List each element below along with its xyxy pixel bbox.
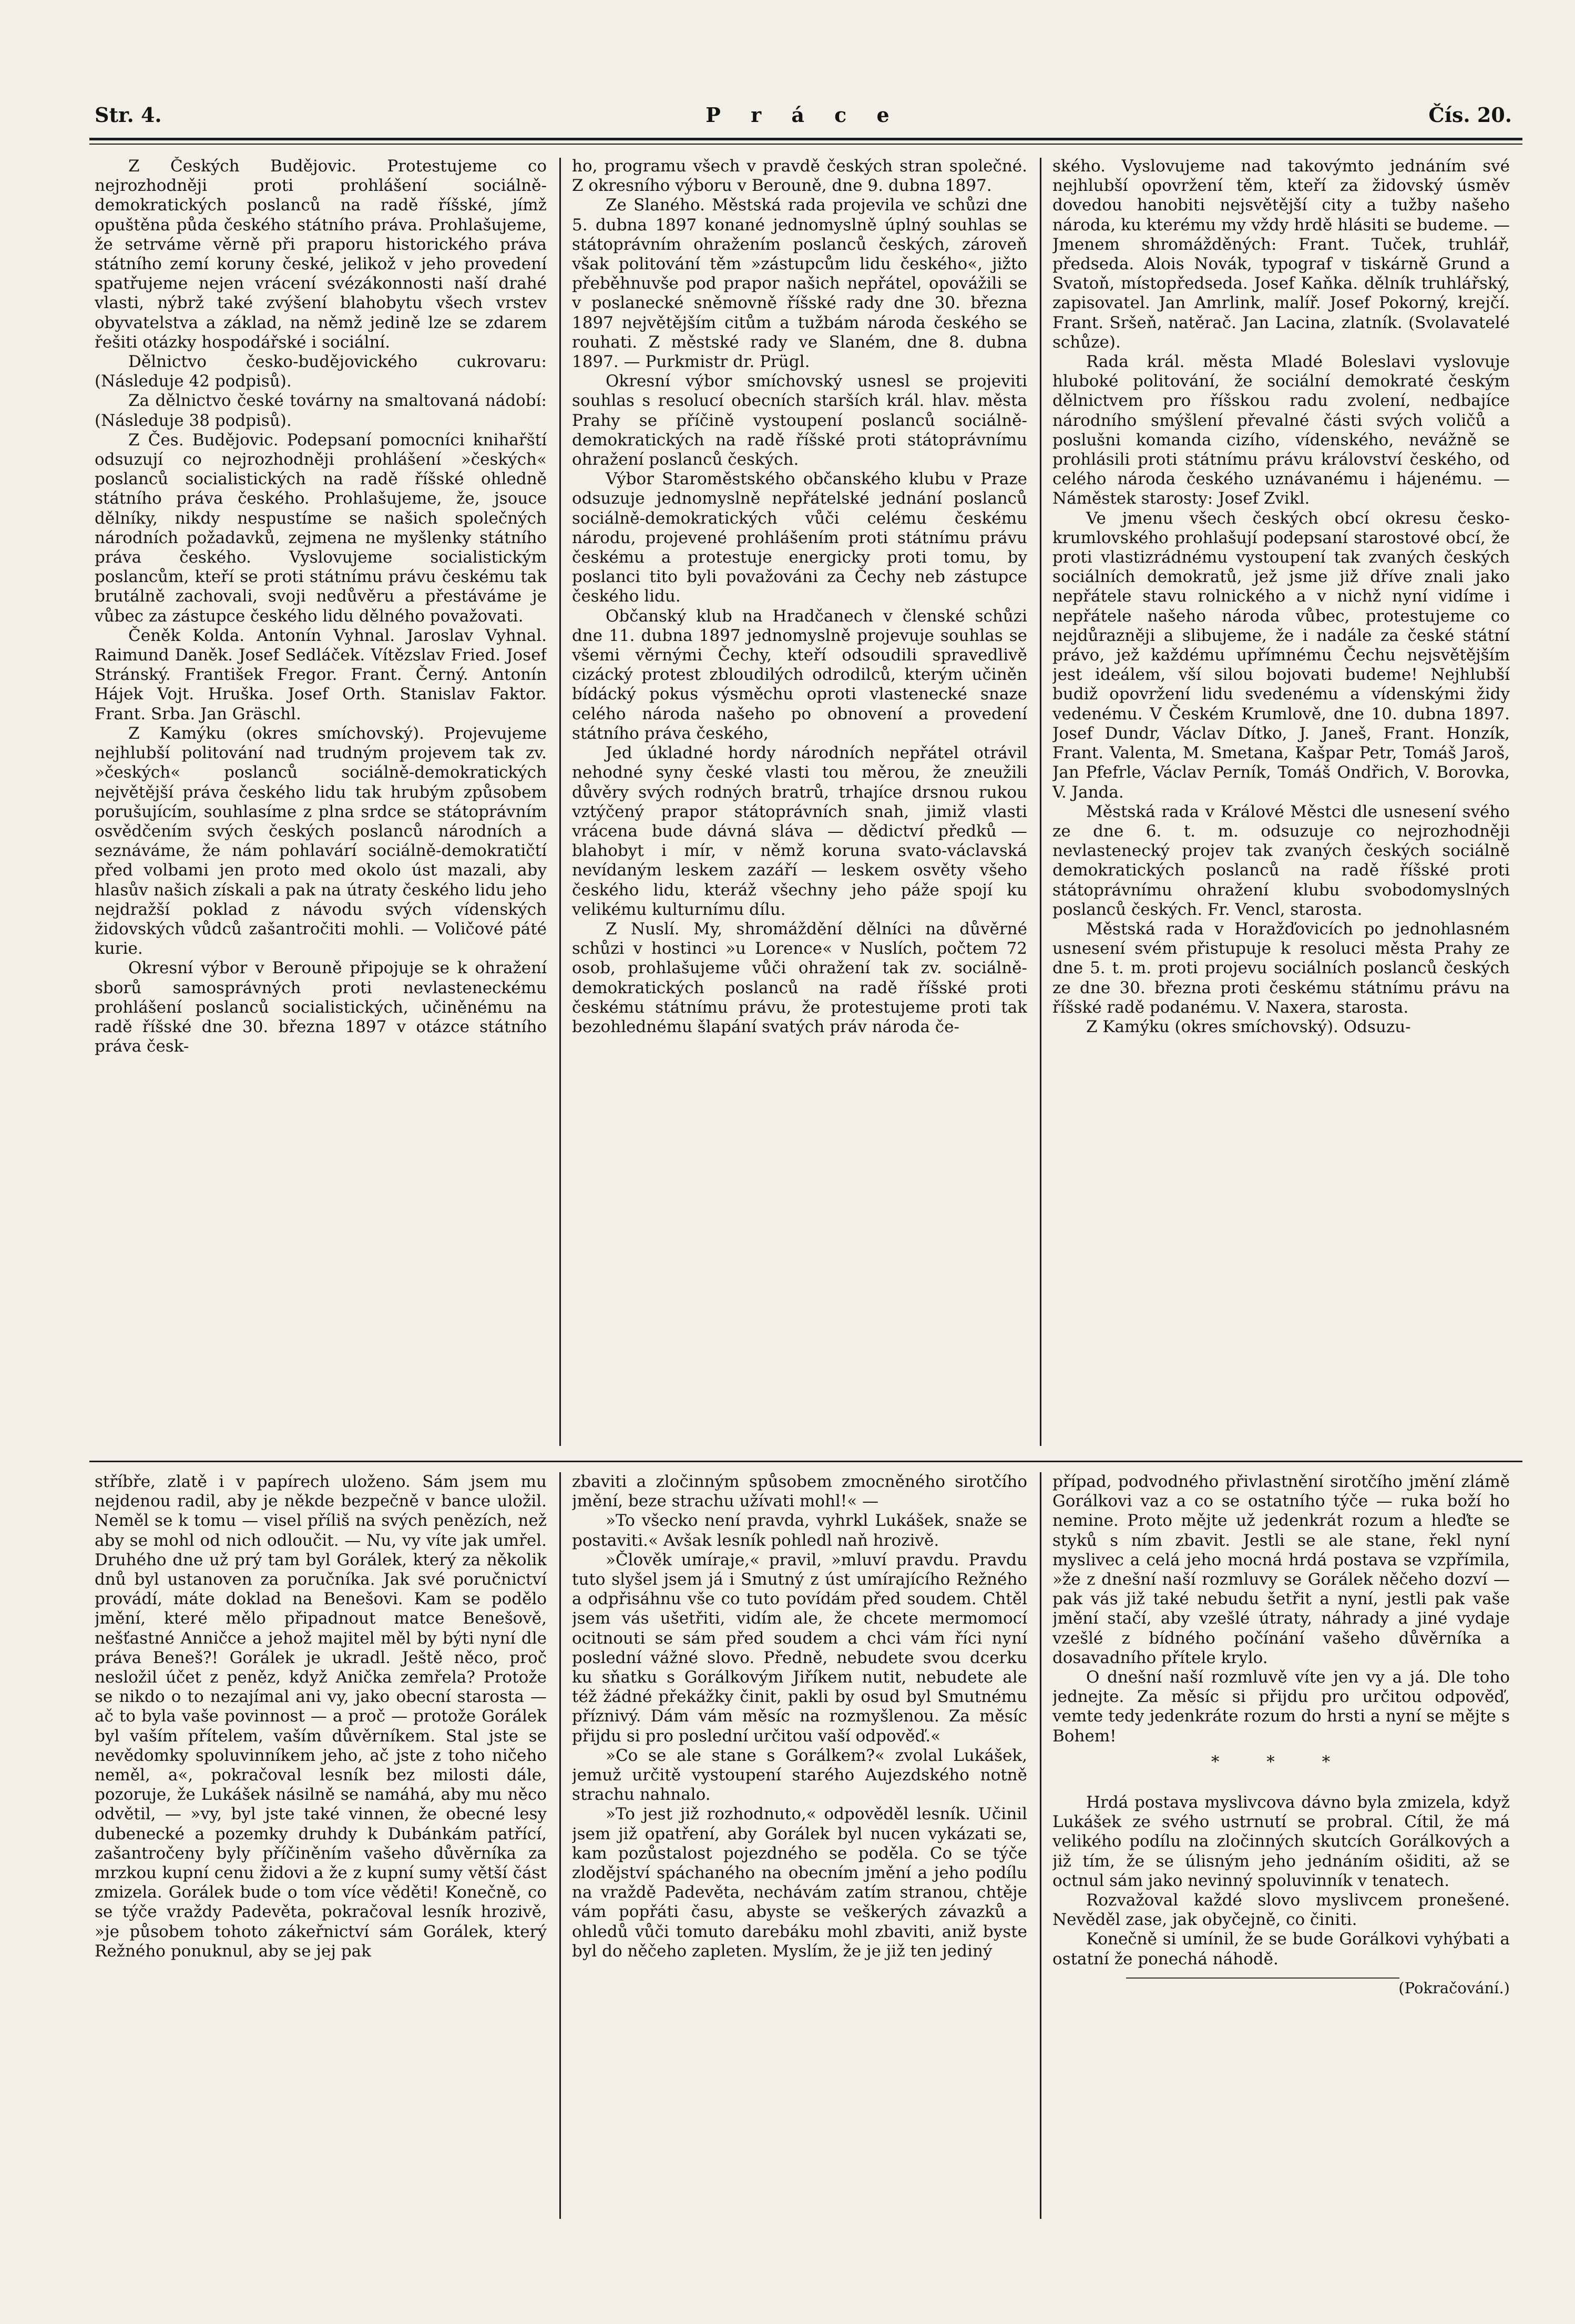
paragraph: Občanský klub na Hradčanech v členské schůzi dne 11. dubna 1897 jednomyslně projevuje souhlas se všemi věrnými Čechy, kteří odsoudili spravedlivě cizácký protest zbloudilých odrodilců, kterým učiněn bídácký pokus výsměchu oproti vlastenecké snaze celého národa našeho po obnovení a provedení státního práva českého, bbox=[572, 606, 1027, 743]
bottom-column-2 bbox=[572, 1472, 1027, 2219]
header-rule-thin bbox=[89, 144, 1522, 145]
top-column-1 bbox=[95, 157, 547, 1450]
paragraph: Konečně si umínil, že se bude Gorálkovi vyhýbati a ostatní že ponechá náhodě. bbox=[1052, 1930, 1510, 1969]
section-separator-stars: * * * bbox=[1211, 1752, 1352, 1771]
signature-list: Čeněk Kolda. Antonín Vyhnal. Jaroslav Vyhnal. Raimund Daněk. Josef Sedláček. Vítězslav Fried. Josef Stránský. František Fregor. Frant. Černý. Antonín Hájek Vojt. Hruška. Josef Orth. Stanislav Faktor. Frant. Srba. Jan Gräschl. bbox=[95, 626, 547, 723]
column-divider bbox=[559, 158, 561, 1446]
newspaper-title: P r á c e bbox=[705, 103, 901, 127]
top-column-3 bbox=[1052, 157, 1510, 1450]
header-rule bbox=[89, 138, 1522, 140]
paragraph: Dělnictvo česko-budějovického cukrovaru: (Následuje 42 podpisů). bbox=[95, 352, 547, 391]
paragraph: zbaviti a zločinným spůsobem zmocněného sirotčího jmění, beze strachu užívati mohl!« — bbox=[572, 1472, 1027, 1511]
paragraph: Okresní výbor v Berouně připojuje se k ohražení sborů samosprávných proti nevlasteneckému prohlášení poslanců socialistických, učiněnému na radě říšské dne 30. března 1897 v otázce státního práva česk- bbox=[95, 959, 547, 1056]
issue-number: Čís. 20. bbox=[1428, 103, 1512, 127]
paragraph: Za dělnictvo české továrny na smaltovaná nádobí: (Následuje 38 podpisů). bbox=[95, 391, 547, 430]
bottom-column-3 bbox=[1052, 1472, 1510, 2219]
top-column-2 bbox=[572, 157, 1027, 1450]
paragraph: stříbře, zlatě i v papírech uloženo. Sám jsem mu nejdenou radil, aby je někde bezpečně v bance uložil. Neměl se k tomu — visel příliš na svých penězích, než aby se mohl od nich odloučit. — Nu, vy víte jak umřel. Druhého dne už prý tam byl Gorálek, který za několik dnů byl ustanoven za poručníka. Jak své poručnictví provádí, máte doklad na Benešovi. Kam se podělo jmění, které mělo připadnout matce Benešově, nešťastné Anničce a jehož majitel měl by býti nyní dle práva Beneš?! Gorálek je ukradl. Ještě něco, proč nesložil účet z peněz, když Anička zemřela? Protože se nikdo o to nezajímal ani vy, jako obecní starosta — ač to byla vaše povinnost — a proč — protože Gorálek byl vaším přítelem, vaším důvěrníkem. Stal jste se nevědomky spoluvinníkem jeho, ač jste z toho ničeho neměl, a«, pokračoval lesník bez milosti dále, pozoruje, že Lukášek násilně se namáhá, aby mu něco odvětil, — »vy, byl jste také vinnen, že obecné lesy dubenecké a pozemky druhdy k Dubánkám patřící, zašantročeny byly příčiněním vašeho důvěrníka za mrzkou kupní cenu židovi a že z kupní sumy větší část zmizela. Gorálek bude o tom více věděti! Konečně, co se týče vraždy Padevěta, pokračoval lesník hrozivě, »je působem tohoto zákeřnictví sám Gorálek, který Režného ponuknul, aby se jej pak bbox=[95, 1472, 547, 1961]
paragraph: Okresní výbor smíchovský usnesl se projeviti souhlas s resolucí obecních starších král. hlav. města Prahy se příčině vystoupení poslanců sociálně-demokratických na radě říšské proti státoprávnímu ohražení poslanců českých. bbox=[572, 372, 1027, 470]
paragraph: Z Kamýku (okres smíchovský). Projevujeme nejhlubší politování nad trudným projevem tak zv. »českých« poslanců sociálně-demokratických největější práva českého lidu tak hrubým způsobem porušujícím, souhlasíme z plna srdce se státoprávním osvědčením svých českých poslanců národních a seznáváme, že nám pohlavárí sociálně-demokratičtí před volbami jen proto med okolo úst mazali, aby hlasův našich získali a pak na útraty českého lidu jeho nejdražší poklad z návodu svých vídenských židovských vůdců zašantročiti mohli. — Voličové páté kurie. bbox=[95, 723, 547, 959]
paragraph: Městská rada v Králové Městci dle usnesení svého ze dne 6. t. m. odsuzuje co nejrozhodněji nevlastenecký projev tak zvaných českých sociálně demokratických poslanců na radě říšské proti státoprávnímu ohražení klubu svobodomyslných poslanců českých. Fr. Vencl, starosta. bbox=[1052, 802, 1510, 919]
paragraph: Z Kamýku (okres smíchovský). Odsuzu- bbox=[1086, 1017, 1411, 1036]
paragraph: »Člověk umíraje,« pravil, »mluví pravdu. Pravdu tuto slyšel jsem já i Smutný z úst umírajícího Režného a odpřisáhnu vše co tuto povídám před soudem. Chtěl jsem vás ušetřiti, vidím ale, že chcete mermomocí ocitnouti se sám před soudem a chci vám říci nyní poslední vážné slovo. Předně, nebudete svou dcerku ku sňatku s Gorálkovým Jiříkem nutit, nebudete ale též žádné překážky činit, pakli by osud byl Smutnému příznivý. Dám vám měsíc na rozmyšlenou. Za měsíc přijdu si pro poslední určitou vaší odpověď.« bbox=[572, 1550, 1027, 1746]
column-divider bbox=[1040, 1472, 1041, 2219]
paragraph: Výbor Staroměstského občanského klubu v Praze odsuzuje jednomyslně nepřátelské jednání poslanců sociálně-demokratických vůči celému českému národu, projevené prohlášením proti státnímu právu českému a protestuje energicky proti tomu, by poslanci tito byli považováni za Čechy neb zástupce českého lidu. bbox=[572, 470, 1027, 606]
paragraph: Hrdá postava myslivcova dávno byla zmizela, když Lukášek ze svého ustrnutí se probral. Cítil, že má velikého podílu na zločinných skutcích Gorálkových a již tím, že se úlisným jeho jednáním ošiditi, až se octnul sám jako nevinný spoluvinník v tenatech. bbox=[1052, 1793, 1510, 1890]
paragraph: Z Nuslí. My, shromáždění dělníci na důvěrné schůzi v hostinci »u Lorence« v Nuslích, počtem 72 osob, prohlašujeme vůči ohražení tak zv. sociálně-demokratických poslanců na radě říšské proti českému státnímu právu, že protestujeme proti tak bezohlednému šlapání svatých práv národa če- bbox=[572, 919, 1027, 1036]
paragraph: Ze Slaného. Městská rada projevila ve schůzi dne 5. dubna 1897 konané jednomyslně úplný souhlas se státoprávním ohražením poslanců českých, zároveň však politování těm »zástupcům lidu českého«, jižto přeběhnuvše pod prapor našich nepřátel, opovážili se v poslanecké sněmovně říšské rady dne 30. března 1897 největějším citům a tužbám národa českého se rouhati. Z městské rady ve Slaném, dne 8. dubna 1897. — Purkmistr dr. Prügl. bbox=[572, 196, 1027, 372]
paragraph: Z Českých Budějovic. Protestujeme co nejrozhodněji proti prohlášení sociálně-demokratických poslanců na radě říšské, jímž opuštěna půda českého státního práva. Prohlašujeme, že setrváme věrně při praporu historického práva státního zemí koruny české, jelikož v jeho provedení spatřujeme nejen vrácení svézákonnosti naší drahé vlasti, nýbrž také zvýšení blahobytu všech vrstev obyvatelstva a základ, na němž jedině lze se zdarem řešiti otázky hospodářské i sociální. bbox=[95, 157, 547, 352]
paragraph: O dnešní naší rozmluvě víte jen vy a já. Dle toho jednejte. Za měsíc si přijdu pro určitou odpověď, vemte tedy jedenkráte rozum do hrsti a nyní se mějte s Bohem! bbox=[1052, 1668, 1510, 1746]
column-divider bbox=[559, 1472, 561, 2219]
paragraph: Rada král. města Mladé Boleslavi vyslovuje hluboké politování, že sociální demokraté českým dělnictvem pro říšskou radu zvolení, nedbajíce národního smýšlení převalné části svých voličů a poslušni komanda cizího, vídenského, nevážně se prohlásili proti státnímu právu království českého, od celého národa českého uznávanému i hájenému. — Náměstek starosty: Josef Zvikl. bbox=[1052, 352, 1510, 508]
paragraph: Z Čes. Budějovic. Podepsaní pomocníci knihařští odsuzují co nejrozhodněji prohlášení »českých« poslanců socialistických na radě říšské ohledně státního práva českého. Prohlašujeme, že, jsouce dělníky, nikdy nespustíme se našich společných národních požadavků, zejmena ne myšlenky státního práva českého. Vyslovujeme socialistickým poslancům, kteří se proti státnímu právu českému tak brutálně zachovali, svoji nedůvěru a přestáváme je vůbec za zástupce českého lidu dělného považovati. bbox=[95, 430, 547, 626]
paragraph: »To všecko není pravda, vyhrkl Lukášek, snaže se postaviti.« Avšak lesník pohledl naň hrozivě. bbox=[572, 1511, 1027, 1550]
paragraph: Ve jmenu všech českých obcí okresu česko-krumlovského prohlašují podepsaní starostové obcí, že proti vlastizrádnému vystoupení tak zvaných českých sociálních demokratů, jež jsme již dříve znali jako nepřátele stavu rolnického a v nichž nyní vidíme i nepřátele našeho národa vůbec, protestujeme co nejdůrazněji a slibujeme, že i nadále za české státní právo, jež každému upřímnému Čechu nejsvětějším jest ideálem, vší silou bojovati budeme! Nejhlubší budiž opovržení lidu svedenému a vídenskými židy vedenému. V Českém Krumlově, dne 10. dubna 1897. Josef Dundr, Václav Dítko, J. Janeš, Frant. Honzík, Frant. Valenta, M. Smetana, Kašpar Petr, Tomáš Jaroš, Jan Pfefrle, Václav Perník, Tomáš Ondřich, V. Borovka, V. Janda. bbox=[1052, 508, 1510, 802]
section-divider-rule bbox=[89, 1461, 1522, 1462]
paragraph: Městská rada v Horažďovicích po jednohlasném usnesení svém přistupuje k resoluci města Prahy ze dne 5. t. m. proti projevu sociálních poslanců českých ze dne 30. března proti českému státnímu právu na říšské radě podanému. V. Naxera, starosta. bbox=[1052, 919, 1510, 1017]
paragraph: »Co se ale stane s Gorálkem?« zvolal Lukášek, jemuž určitě vystoupení starého Aujezdského notně strachu nahnalo. bbox=[572, 1746, 1027, 1805]
bottom-column-1 bbox=[95, 1472, 547, 2219]
paragraph: ho, programu všech v pravdě českých stran společné. Z okresního výboru v Berouně, dne 9. dubna 1897. bbox=[572, 157, 1027, 196]
column-divider bbox=[1040, 158, 1041, 1446]
page-header bbox=[95, 103, 1512, 135]
continued-note: (Pokračování.) bbox=[1398, 1979, 1510, 1997]
paragraph: ského. Vyslovujeme nad takovýmto jednáním své nejhlubší opovržení těm, kteří za židovský úsměv dovedou hanobiti nejsvětější city a tužby našeho národa, ku kterému my vždy hrdě hlásiti se budeme. — Jmenem shromážděných: Frant. Tuček, truhlář, předseda. Alois Novák, typograf v tiskárně Grund a Svatoň, místopředseda. Josef Kaňka. dělník truhlářský, zapisovatel. Jan Amrlink, malíř. Josef Pokorný, krejčí. Frant. Sršeň, natěrač. Jan Lacina, zlatník. (Svolavatelé schůze). bbox=[1052, 157, 1510, 352]
page-number: Str. 4. bbox=[95, 103, 162, 127]
paragraph: »To jest již rozhodnuto,« odpověděl lesník. Učinil jsem již opatření, aby Gorálek byl nucen vykázati se, kam pozůstalost pojezdného se poděla. Co se týče zlodějství spáchaného na obecním jmění a jeho podílu na vraždě Padevěta, nechávám zatím stranou, chtěje vám popřáti času, abyste se veškerých závazků a ohledů vůči tomuto darebáku mohl zbaviti, aniž byste byl do něčeho zapleten. Myslím, že je již ten jediný bbox=[572, 1805, 1027, 1961]
paragraph: Jed úkladné hordy národních nepřátel otrávil nehodné syny české vlasti tou měrou, že zneužili důvěry svých rodných bratrů, trhajíce drsnou rukou vztýčený prapor státoprávních snah, jimiž vlasti vrácena bude dávná sláva — dědictví předků — blahobyt i mír, v němž koruna svato-václavská nevídaným leskem zazáří — leskem osvěty všeho českého lidu, kteráž všechny jeho páže spojí ku velikému kulturnímu dílu. bbox=[572, 743, 1027, 919]
paragraph: Rozvažoval každé slovo myslivcem pronešené. Nevěděl zase, jak obyčejně, co činiti. bbox=[1052, 1891, 1510, 1930]
paragraph: případ, podvodného přivlastnění sirotčího jmění zlámě Gorálkovi vaz a co se ostatního týče — ruka boží ho nemine. Proto mějte už jedenkrát rozum a hleďte se styků s ním zbavit. Jestli se ale stane, řekl nyní myslivec a celá jeho mocná hrdá postava se vzpřímila, »že z dnešní naší rozmluvy se Gorálek něčeho dozví — pak vás již také nebudu šetřit a nyní, jestli pak vaše jmění stačí, aby vzešlé útraty, náhrady a jiné vydaje vzešlé z bídného počínání vašeho důvěrníka a dosavadního přítele krylo. bbox=[1052, 1472, 1510, 1667]
